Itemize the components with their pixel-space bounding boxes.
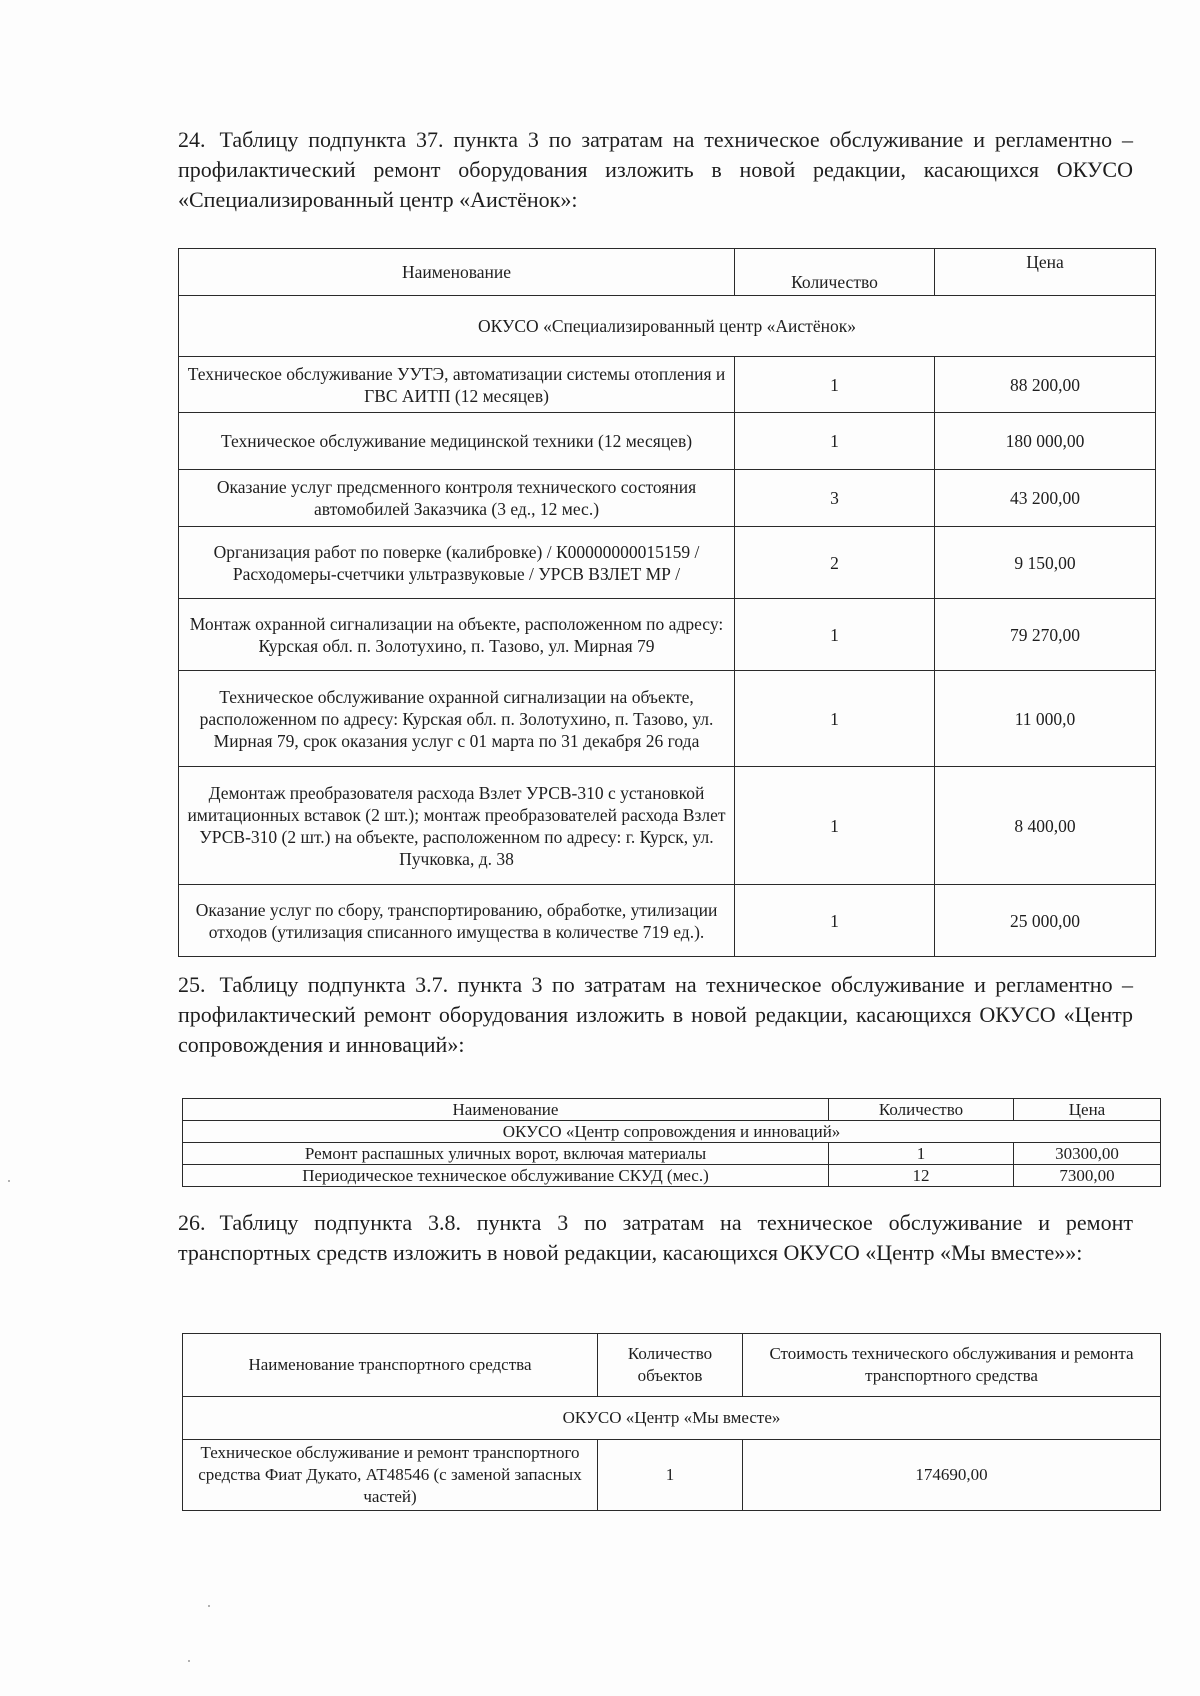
item-price: 9 150,00: [935, 527, 1156, 599]
table-header-row: [183, 1099, 1161, 1121]
item-price: 43 200,00: [935, 470, 1156, 527]
section-number: 26.: [178, 1210, 206, 1235]
organization-name: ОКУСО «Специализированный центр «Аистёнок»: [179, 296, 1156, 357]
item-name: Техническое обслуживание охранной сигнализации на объекте, расположенном по адресу: Курская обл. п. Золотухино, п. Тазово, ул. Мирная 79, срок оказания услуг с 01 марта по 31 декабря 26 года: [179, 671, 735, 767]
section-25-paragraph: [178, 970, 1133, 1060]
section-text: Таблицу подпункта 37. пункта 3 по затратам на техническое обслуживание и регламентно – профилактический ремонт оборудования изложить в новой редакции, касающихся ОКУСО «Специализированный центр «Аистёнок»:: [178, 127, 1133, 212]
column-header-price: Цена: [935, 249, 1156, 296]
item-price: 7300,00: [1014, 1165, 1161, 1187]
item-quantity: 1: [735, 767, 935, 885]
item-price: 174690,00: [743, 1440, 1161, 1511]
column-header-name: Наименование: [183, 1099, 829, 1121]
table-row: [183, 1165, 1161, 1187]
item-name: Оказание услуг по сбору, транспортированию, обработке, утилизации отходов (утилизация списанного имущества в количестве 719 ед.).: [179, 885, 735, 957]
item-quantity: 1: [735, 885, 935, 957]
column-header-price: Цена: [1014, 1099, 1161, 1121]
table-row: [179, 470, 1156, 527]
column-header-service-cost: Стоимость технического обслуживания и ремонта транспортного средства: [743, 1334, 1161, 1397]
table-row: [183, 1440, 1161, 1511]
item-price: 30300,00: [1014, 1143, 1161, 1165]
organization-row: [179, 296, 1156, 357]
section-number: 25.: [178, 972, 206, 997]
table-specialized-center: [178, 248, 1156, 957]
organization-name: ОКУСО «Центр «Мы вместе»: [183, 1397, 1161, 1440]
column-header-object-count: Количество объектов: [598, 1334, 743, 1397]
table-header-row: [183, 1334, 1161, 1397]
table-row: [179, 885, 1156, 957]
item-quantity: 1: [735, 599, 935, 671]
scan-speck: [188, 1660, 190, 1662]
scan-speck: [8, 1180, 10, 1182]
item-quantity: 12: [829, 1165, 1014, 1187]
item-quantity: 2: [735, 527, 935, 599]
scan-speck: [208, 1605, 210, 1607]
section-text: Таблицу подпункта 3.8. пункта 3 по затратам на техническое обслуживание и ремонт транспортных средств изложить в новой редакции, касающихся ОКУСО «Центр «Мы вместе»»:: [178, 1210, 1133, 1265]
item-name: Монтаж охранной сигнализации на объекте, расположенном по адресу: Курская обл. п. Золотухино, п. Тазово, ул. Мирная 79: [179, 599, 735, 671]
item-quantity: 1: [598, 1440, 743, 1511]
table-support-center: [182, 1098, 1161, 1187]
item-name: Периодическое техническое обслуживание СКУД (мес.): [183, 1165, 829, 1187]
item-quantity: 1: [735, 671, 935, 767]
table-header-row: [179, 249, 1156, 296]
organization-name: ОКУСО «Центр сопровождения и инноваций»: [183, 1121, 1161, 1143]
organization-row: [183, 1121, 1161, 1143]
section-24-paragraph: [178, 125, 1133, 215]
table-row: [179, 527, 1156, 599]
item-name: Демонтаж преобразователя расхода Взлет УРСВ-310 с установкой имитационных вставок (2 шт.); монтаж преобразователей расхода Взлет УРСВ-310 (2 шт.) на объекте, расположенном по адресу: г. Курск, ул. Пучковка, д. 38: [179, 767, 735, 885]
table-row: [179, 599, 1156, 671]
item-name: Ремонт распашных уличных ворот, включая материалы: [183, 1143, 829, 1165]
item-name: Оказание услуг предсменного контроля технического состояния автомобилей Заказчика (3 ед., 12 мес.): [179, 470, 735, 527]
item-quantity: 1: [735, 357, 935, 413]
table-row: [183, 1143, 1161, 1165]
item-name: Техническое обслуживание медицинской техники (12 месяцев): [179, 413, 735, 470]
section-number: 24.: [178, 127, 206, 152]
item-price: 8 400,00: [935, 767, 1156, 885]
organization-row: [183, 1397, 1161, 1440]
section-text: Таблицу подпункта 3.7. пункта 3 по затратам на техническое обслуживание и регламентно – профилактический ремонт оборудования изложить в новой редакции, касающихся ОКУСО «Центр сопровождения и инноваций»:: [178, 972, 1133, 1057]
column-header-quantity: Количество: [829, 1099, 1014, 1121]
item-quantity: 3: [735, 470, 935, 527]
item-price: 25 000,00: [935, 885, 1156, 957]
table-row: [179, 671, 1156, 767]
item-name: Организация работ по поверке (калибровке) / К00000000015159 / Расходомеры-счетчики ультразвуковые / УРСВ ВЗЛЕТ МР /: [179, 527, 735, 599]
item-price: 180 000,00: [935, 413, 1156, 470]
item-price: 88 200,00: [935, 357, 1156, 413]
section-26-paragraph: [178, 1208, 1133, 1268]
item-price: 79 270,00: [935, 599, 1156, 671]
column-header-vehicle-name: Наименование транспортного средства: [183, 1334, 598, 1397]
item-name: Техническое обслуживание и ремонт транспортного средства Фиат Дукато, АТ48546 (с заменой запасных частей): [183, 1440, 598, 1511]
table-row: [179, 413, 1156, 470]
item-price: 11 000,0: [935, 671, 1156, 767]
item-quantity: 1: [735, 413, 935, 470]
item-name: Техническое обслуживание УУТЭ, автоматизации системы отопления и ГВС АИТП (12 месяцев): [179, 357, 735, 413]
table-row: [179, 357, 1156, 413]
table-together-center: [182, 1333, 1161, 1511]
item-quantity: 1: [829, 1143, 1014, 1165]
column-header-quantity: Количество: [735, 249, 935, 296]
column-header-name: Наименование: [179, 249, 735, 296]
table-row: [179, 767, 1156, 885]
